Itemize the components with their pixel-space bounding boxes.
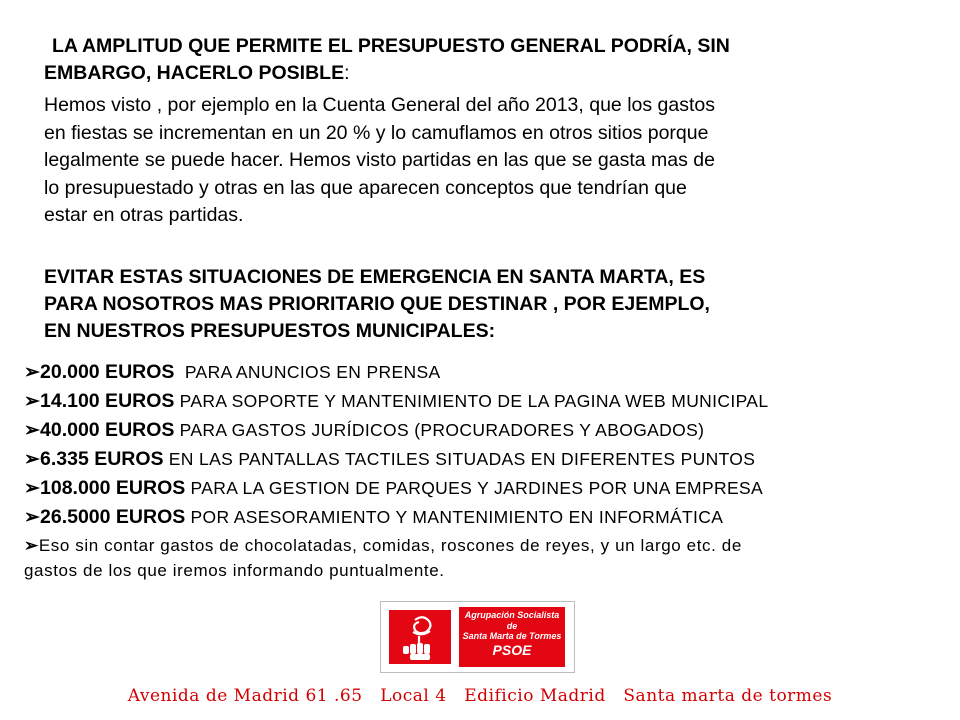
arrow-bullet-icon: ➢ — [24, 362, 40, 383]
logo-org-name: Agrupación Socialista — [464, 610, 560, 620]
expense-item — [24, 474, 944, 503]
priority-heading-line: PARA NOSOTROS MAS PRIORITARIO QUE DESTINAR , POR EJEMPLO, — [44, 293, 710, 315]
expense-item — [24, 503, 944, 532]
expense-description: PARA ANUNCIOS EN PRENSA — [174, 362, 441, 382]
psoe-logo — [380, 601, 575, 673]
logo-party-name: PSOE — [492, 642, 532, 658]
expense-amount: 40.000 EUROS — [40, 419, 175, 441]
paragraph-line: Hemos visto , por ejemplo en la Cuenta General del año 2013, que los gastos — [44, 94, 715, 116]
closing-note-text: Eso sin contar gastos de chocolatadas, comidas, roscones de reyes, y un largo etc. de — [38, 536, 742, 555]
expense-amount: 6.335 EUROS — [40, 448, 164, 470]
main-heading-colon: : — [344, 62, 350, 84]
rose-fist-icon — [389, 610, 451, 664]
priority-heading-line: EVITAR ESTAS SITUACIONES DE EMERGENCIA EN SANTA MARTA, ES — [44, 266, 706, 288]
expense-description: EN LAS PANTALLAS TACTILES SITUADAS EN DIFERENTES PUNTOS — [163, 449, 756, 469]
expense-list — [24, 358, 944, 532]
priority-heading-line: EN NUESTROS PRESUPUESTOS MUNICIPALES: — [44, 320, 496, 342]
paragraph-line: estar en otras partidas. — [44, 204, 244, 226]
footer-address: Avenida de Madrid 61 .65 Local 4 Edificio Madrid Santa marta de tormes — [127, 686, 833, 706]
closing-note — [24, 533, 944, 583]
arrow-bullet-icon: ➢ — [24, 449, 40, 470]
expense-amount: 20.000 EUROS — [40, 361, 175, 383]
priority-heading — [44, 264, 924, 345]
paragraph-line: legalmente se puede hacer. Hemos visto partidas en las que se gasta mas de — [44, 149, 715, 171]
paragraph-line: lo presupuestado y otras en las que aparecen conceptos que tendrían que — [44, 176, 687, 199]
expense-item — [24, 416, 944, 445]
main-heading — [44, 33, 924, 87]
expense-amount: 108.000 EUROS — [40, 477, 186, 499]
closing-note-line-1 — [24, 533, 944, 558]
arrow-bullet-icon: ➢ — [24, 420, 40, 441]
arrow-bullet-icon: ➢ — [24, 536, 39, 555]
expense-item — [24, 445, 944, 474]
arrow-bullet-icon: ➢ — [24, 391, 40, 412]
expense-description: PARA LA GESTION DE PARQUES Y JARDINES POR UNA EMPRESA — [185, 478, 764, 498]
main-heading-line-2-text: EMBARGO, HACERLO POSIBLE — [44, 62, 345, 84]
paragraph-line: en fiestas se incrementan en un 20 % y lo camuflamos en otros sitios porque — [44, 121, 709, 144]
expense-description: PARA SOPORTE Y MANTENIMIENTO DE LA PAGINA WEB MUNICIPAL — [174, 391, 769, 411]
expense-amount: 14.100 EUROS — [40, 390, 175, 412]
logo-text-block — [459, 607, 565, 667]
logo-place-name: Santa Marta de Tormes — [462, 631, 562, 641]
arrow-bullet-icon: ➢ — [24, 478, 40, 499]
expense-item — [24, 358, 944, 387]
expense-description: PARA GASTOS JURÍDICOS (PROCURADORES Y ABOGADOS) — [174, 420, 705, 440]
arrow-bullet-icon: ➢ — [24, 507, 40, 528]
expense-amount: 26.5000 EUROS — [40, 506, 186, 528]
intro-paragraph — [44, 92, 924, 230]
main-heading-line-2 — [44, 60, 924, 87]
main-heading-line-1: LA AMPLITUD QUE PERMITE EL PRESUPUESTO GENERAL PODRÍA, SIN — [52, 35, 730, 57]
logo-connector: de — [506, 621, 518, 631]
expense-description: POR ASESORAMIENTO Y MANTENIMIENTO EN INFORMÁTICA — [185, 507, 724, 527]
expense-item — [24, 387, 944, 416]
closing-note-line-2: gastos de los que iremos informando puntualmente. — [24, 561, 445, 580]
